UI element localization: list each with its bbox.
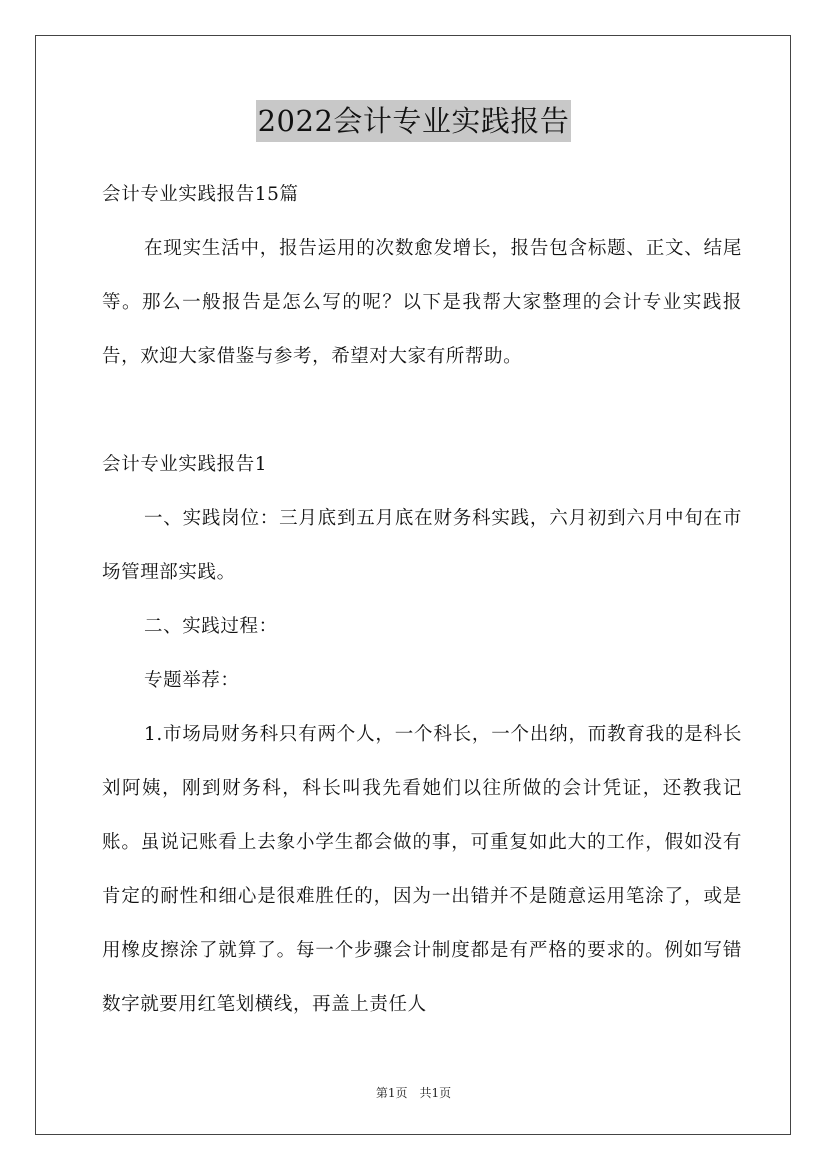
item-paragraph: 1.市场局财务科只有两个人，一个科长，一个出纳，而教育我的是科长刘阿姨，刚到财务科，科长叫我先看她们以往所做的会计凭证，还教我记账。虽说记账看上去象小学生都会做的事，可重复如此大的工作，假如没有肯定的耐性和细心是很难胜任的，因为一出错并不是随意运用笔涂了，或是用橡皮擦涂了就算了。每一个步骤会计制度都是有严格的要求的。例如写错数字就要用红笔划横线，再盖上责任人	[102, 724, 742, 1015]
section-heading: 会计专业实践报告1	[102, 454, 268, 475]
title-area	[0, 100, 827, 142]
topic-paragraph: 专题举荐：	[144, 670, 240, 691]
page-number: 第1页 共1页	[375, 1086, 452, 1100]
process-paragraph: 二、实践过程：	[144, 616, 278, 637]
document-subtitle: 会计专业实践报告15篇	[102, 184, 299, 205]
document-title: 2022会计专业实践报告	[256, 100, 572, 142]
intro-paragraph: 在现实生活中，报告运用的次数愈发增长，报告包含标题、正文、结尾等。那么一般报告是怎么写的呢？以下是我帮大家整理的会计专业实践报告，欢迎大家借鉴与参考，希望对大家有所帮助。	[102, 238, 742, 367]
position-paragraph: 一、实践岗位：三月底到五月底在财务科实践，六月初到六月中旬在市场管理部实践。	[102, 508, 742, 583]
blank-line	[102, 384, 742, 438]
document-body	[102, 168, 742, 1032]
